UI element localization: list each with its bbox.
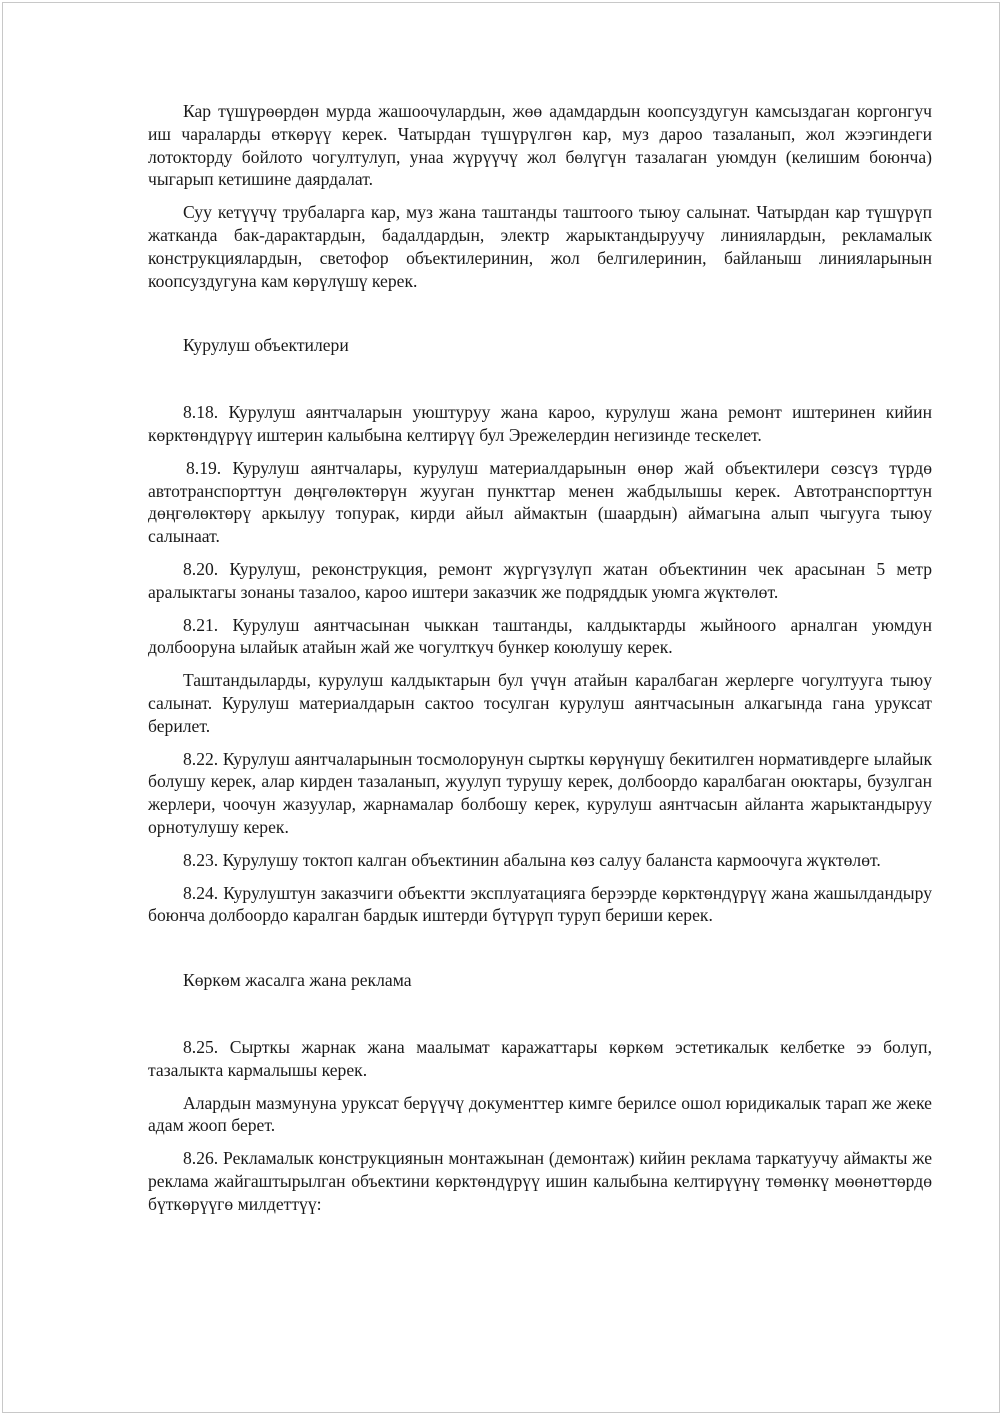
paragraph-8-19: 8.19. Курулуш аянтчалары, курулуш материалдарынын өнөр жай объектилери сөзсүз түрдө автотранспорттун дөңгөлөктөрүн жууган пункттар менен жабдылышы керек. Автотранспорттун дөңгөлөктөрү аркылуу топурак, кирди айыл аймактын (шаардын) аймагына алып чыгууга тыюу салынаат. (148, 457, 932, 547)
paragraph-8-20: 8.20. Курулуш, реконструкция, ремонт жүргүзүлүп жатан объектинин чек арасынан 5 метр аралыктагы зонаны тазалоо, кароо иштери заказчик же подряддык уюмга жүктөлөт. (148, 558, 932, 602)
paragraph-8-18: 8.18. Курулуш аянтчаларын уюштуруу жана кароо, курулуш жана ремонт иштеринен кийин көрктөндүрүү иштерин калыбына келтирүү бул Эрежелердин негизинде тескелет. (148, 402, 932, 445)
paragraph-8-25: 8.25. Сырткы жарнак жана маалымат каражаттары көркөм эстетикалык келбетке ээ болуп, тазалыкта кармалышы керек. (148, 1036, 932, 1080)
section-heading-construction: Курулуш объектилери (183, 335, 349, 356)
paragraph-8-21: 8.21. Курулуш аянтчасынан чыккан таштанды, калдыктарды жыйноого арналган уюмдун долбооруна ылайык атайын жай же чогулткуч бункер коюлушу керек. (148, 614, 932, 658)
paragraph-8-24: 8.24. Курулуштун заказчиги объектти эксплуатацияга берээрде көрктөндүрүү жана жашылдандыру боюнча долбоордо каралган бардык иштерди бүтүрүп туруп бериши керек. (148, 882, 932, 926)
paragraph: Кар түшүрөөрдөн мурда жашоочулардын, жөө адамдардын коопсуздугун камсыздаган коргонгуч иш чараларды өткөрүү керек. Чатырдан түшүрүлгөн кар, муз дароо тазаланып, жол жээгиндеги лотокторду бойлото чогултулуп, унаа жүрүүчү жол бөлүгүн тазалаган уюмдун (келишим боюнча) чыгарып кетишине даярдалат. (148, 101, 932, 190)
paragraph: Алардын мазмунуна уруксат берүүчү документтер кимге берилсе ошол юридикалык тарап же жеке адам жооп берет. (148, 1092, 932, 1136)
document-page (2, 2, 1000, 1413)
document-body (148, 100, 932, 1215)
paragraph: Суу кетүүчү трубаларга кар, муз жана таштанды таштоого тыюу салынат. Чатырдан кар түшүрүп жатканда бак-дарактардын, бадалдардын, электр жарыктандыруучу линиялардын, рекламалык конструкциялардын, светофор объектилеринин, жол белгилеринин, байланыш линияларынын коопсуздугуна кам көрүлүшү керек. (148, 202, 932, 291)
paragraph-8-26: 8.26. Рекламалык конструкциянын монтажынан (демонтаж) кийин реклама таркатуучу аймакты же реклама жайгаштырылган объектини көрктөндүрүү ишин калыбына келтирүүнү төмөнкү мөөнөттөрдө бүткөрүүгө милдеттүү: (148, 1148, 932, 1214)
paragraph: Таштандыларды, курулуш калдыктарын бул үчүн атайын каралбаган жерлерге чогултууга тыюу салынат. Курулуш материалдарын сактоо тосулган курулуш аянтчасынын алкагында гана уруксат берилет. (148, 670, 932, 736)
section-heading-decoration-advertising: Көркөм жасалга жана реклама (183, 970, 412, 991)
paragraph-8-23: 8.23. Курулушу токтоп калган объектинин абалына көз салуу баланста кармоочуга жүктөлөт. (183, 849, 881, 870)
paragraph-8-22: 8.22. Курулуш аянтчаларынын тосмолорунун сырткы көрүнүшү бекитилген нормативдерге ылайык болушу керек, алар кирден тазаланып, жуулуп турушу керек, долбоордо каралбаган оюктары, бузулган жерлери, чоочун жазуулар, жарнамалар болбошу керек, курулуш аянтчасын айланта жарыктандыруу орнотулушу керек. (148, 748, 932, 837)
